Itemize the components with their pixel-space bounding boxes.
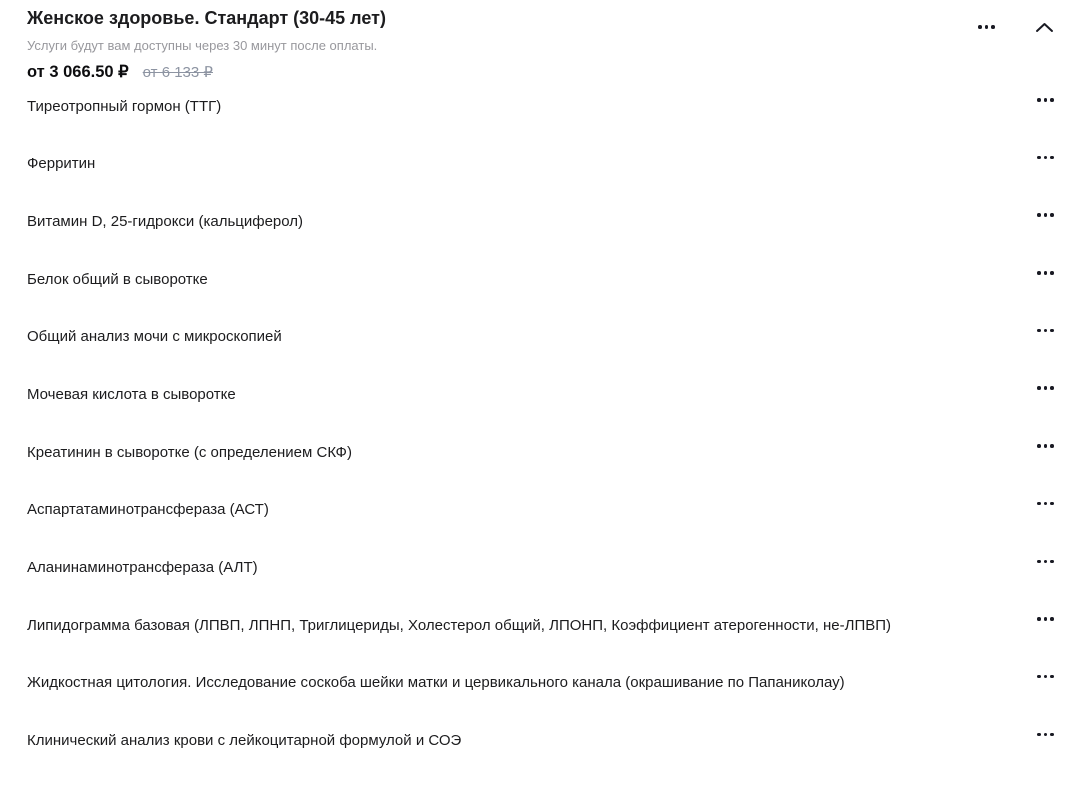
service-more-button[interactable]: [1035, 384, 1056, 392]
package-more-button[interactable]: [976, 23, 997, 31]
service-name: Клинический анализ крови с лейкоцитарной формулой и СОЭ: [27, 732, 462, 750]
package-title: Женское здоровье. Стандарт (30-45 лет): [27, 8, 386, 28]
service-row: [27, 500, 1056, 558]
price-row: [27, 63, 386, 82]
ellipsis-icon: [1037, 733, 1054, 737]
service-row: [27, 154, 1056, 212]
service-row: [27, 558, 1056, 616]
service-row: [27, 96, 1056, 154]
service-row: [27, 327, 1056, 385]
ellipsis-icon: [1037, 617, 1054, 621]
service-more-button[interactable]: [1035, 327, 1056, 335]
package-price: от 3 066.50 ₽: [27, 63, 129, 81]
service-name: Липидограмма базовая (ЛПВП, ЛПНП, Триглицериды, Холестерол общий, ЛПОНП, Коэффициент атерогенности, не-ЛПВП): [27, 616, 892, 634]
ellipsis-icon: [1037, 98, 1054, 102]
service-name: Креатинин в сыворотке (с определением СКФ): [27, 443, 352, 461]
ellipsis-icon: [1037, 502, 1054, 506]
service-more-button[interactable]: [1035, 558, 1056, 566]
package-info: [27, 8, 386, 82]
service-more-button[interactable]: [1035, 500, 1056, 508]
package-header: [27, 8, 1056, 82]
package-header-actions: [976, 8, 1056, 46]
service-name: Аспартатаминотрансфераза (АСТ): [27, 501, 269, 519]
service-row: [27, 384, 1056, 442]
service-name: Общий анализ мочи с микроскопией: [27, 328, 282, 346]
ellipsis-icon: [1037, 329, 1054, 333]
service-row: [27, 442, 1056, 500]
ellipsis-icon: [1037, 444, 1054, 448]
service-more-button[interactable]: [1035, 442, 1056, 450]
service-name: Аланинаминотрансфераза (АЛТ): [27, 559, 258, 576]
ellipsis-icon: [1037, 271, 1054, 275]
package-old-price: от 6 133 ₽: [142, 64, 213, 81]
service-name: Тиреотропный гормон (ТТГ): [27, 97, 222, 115]
service-row: [27, 269, 1056, 327]
service-more-button[interactable]: [1035, 673, 1056, 681]
service-row: [27, 615, 1056, 673]
ellipsis-icon: [1037, 213, 1054, 217]
package-collapse-button[interactable]: [1033, 20, 1056, 35]
chevron-up-icon: [1035, 22, 1054, 33]
ellipsis-icon: [978, 25, 995, 29]
service-more-button[interactable]: [1035, 615, 1056, 623]
service-row: [27, 211, 1056, 269]
service-name: Витамин D, 25-гидрокси (кальциферол): [27, 212, 304, 230]
service-more-button[interactable]: [1035, 96, 1056, 104]
service-more-button[interactable]: [1035, 731, 1056, 739]
ellipsis-icon: [1037, 560, 1054, 564]
service-name: Ферритин: [27, 155, 96, 173]
service-more-button[interactable]: [1035, 269, 1056, 277]
service-row: [27, 673, 1056, 731]
service-row: [27, 731, 1056, 788]
service-name: Мочевая кислота в сыворотке: [27, 385, 236, 403]
service-name: Жидкостная цитология. Исследование соскоба шейки матки и цервикального канала (окрашивание по Папаниколау): [27, 674, 845, 692]
package-availability-note: Услуги будут вам доступны через 30 минут после оплаты.: [27, 38, 378, 53]
ellipsis-icon: [1037, 675, 1054, 679]
service-more-button[interactable]: [1035, 211, 1056, 219]
ellipsis-icon: [1037, 386, 1054, 390]
service-more-button[interactable]: [1035, 154, 1056, 162]
ellipsis-icon: [1037, 156, 1054, 160]
services-list: [27, 96, 1056, 788]
service-name: Белок общий в сыворотке: [27, 270, 208, 288]
